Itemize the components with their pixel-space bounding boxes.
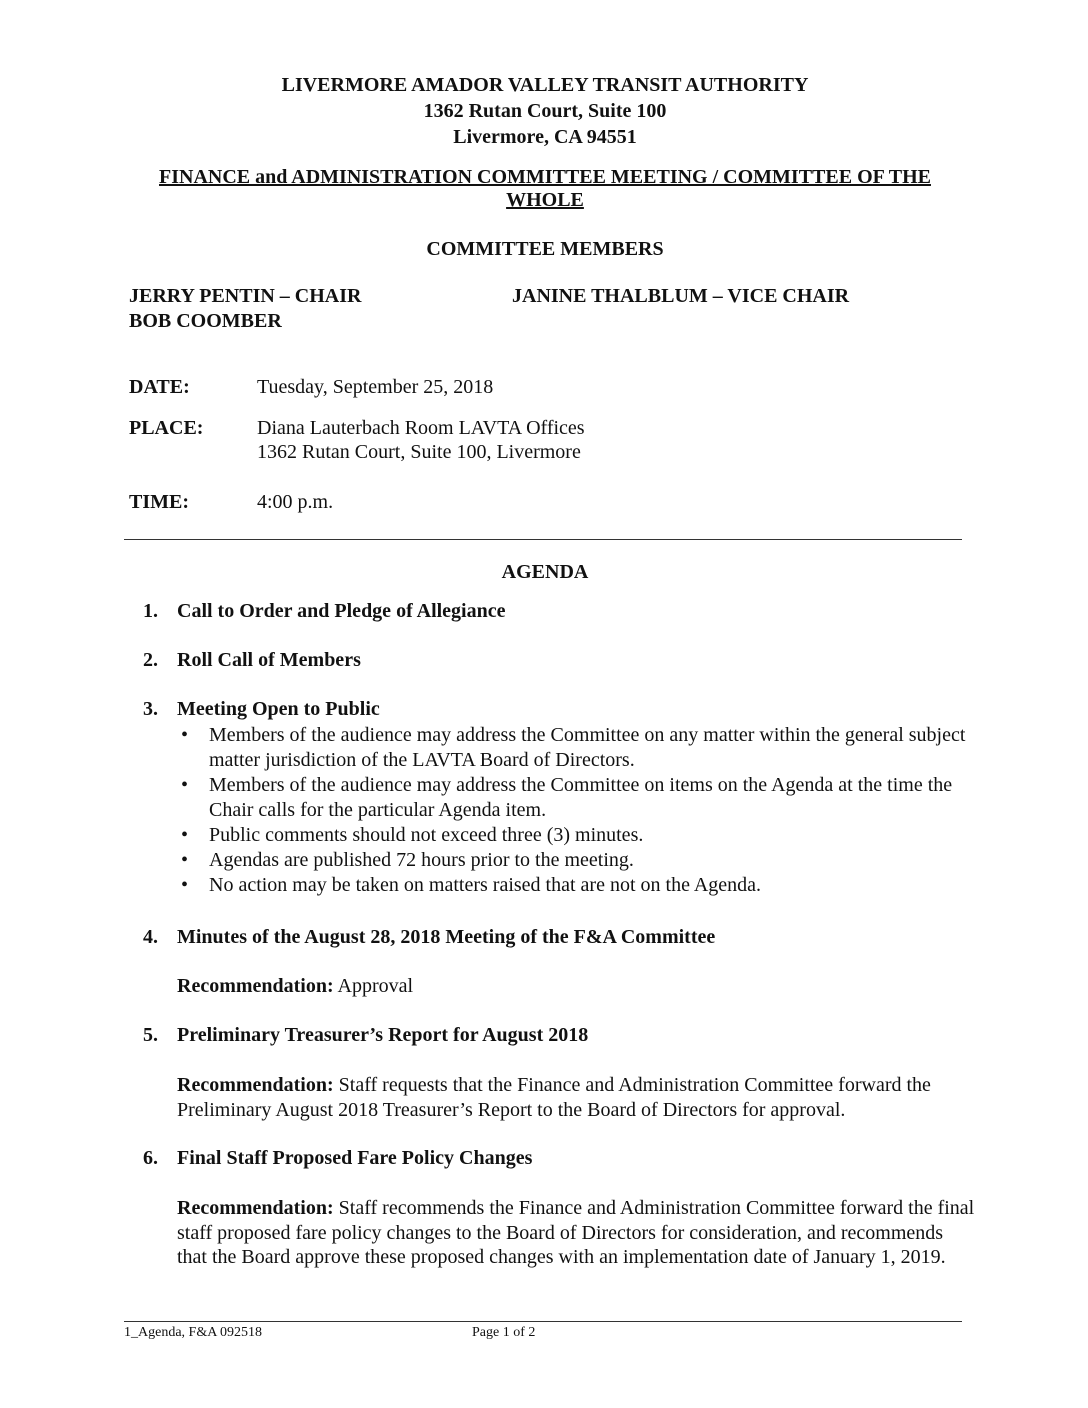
recommendation	[177, 1073, 977, 1122]
agenda-item-number: 6.	[143, 1147, 158, 1169]
agenda-item-title: Roll Call of Members	[177, 649, 361, 671]
recommendation	[177, 1196, 977, 1270]
agenda-item-number: 1.	[143, 600, 158, 622]
time-label: TIME:	[129, 491, 189, 513]
date-value: Tuesday, September 25, 2018	[257, 376, 494, 398]
bullet-icon: •	[181, 774, 189, 796]
time-value: 4:00 p.m.	[257, 491, 334, 513]
bullet-icon: •	[181, 824, 189, 846]
recommendation-label: Recommendation:	[177, 975, 334, 997]
bullet-icon: •	[181, 849, 189, 871]
meeting-title-line1: FINANCE and ADMINISTRATION COMMITTEE MEETING / COMMITTEE OF THE	[159, 166, 931, 188]
agenda-item-number: 3.	[143, 698, 158, 720]
recommendation-text: Approval	[337, 975, 414, 997]
recommendation	[177, 974, 977, 999]
agenda-item-number: 4.	[143, 926, 158, 948]
agenda-heading: AGENDA	[501, 561, 589, 583]
meeting-title-line2: WHOLE	[506, 189, 584, 211]
member-coomber: BOB COOMBER	[129, 310, 282, 332]
agenda-item-number: 2.	[143, 649, 158, 671]
footer-divider	[124, 1321, 962, 1322]
bullet-icon: •	[181, 724, 189, 746]
org-address-line1: 1362 Rutan Court, Suite 100	[423, 100, 667, 122]
agenda-item-number: 5.	[143, 1024, 158, 1046]
list-item: • Agendas are published 72 hours prior to the meeting.	[181, 849, 634, 871]
footer-doc-id: 1_Agenda, F&A 092518	[124, 1325, 263, 1340]
date-label: DATE:	[129, 376, 190, 398]
recommendation-label: Recommendation:	[177, 1197, 334, 1219]
agenda-item-title: Minutes of the August 28, 2018 Meeting of the F&A Committee	[177, 926, 716, 948]
recommendation-text: Staff recommends the Finance and Administration Committee forward the final staff proposed fare policy changes to the Board of Directors for consideration, and recommends that the Board approve these proposed changes with an implementation date of January 1, 2019.	[177, 1197, 975, 1268]
org-address-line2: Livermore, CA 94551	[453, 126, 637, 148]
member-vice-chair: JANINE THALBLUM – VICE CHAIR	[512, 285, 850, 307]
agenda-item-title: Preliminary Treasurer’s Report for August 2018	[177, 1024, 589, 1046]
member-chair: JERRY PENTIN – CHAIR	[129, 285, 362, 307]
footer-page-number: Page 1 of 2	[472, 1325, 536, 1340]
org-name: LIVERMORE AMADOR VALLEY TRANSIT AUTHORITY	[281, 74, 809, 96]
place-label: PLACE:	[129, 417, 204, 439]
list-item: • Public comments should not exceed three (3) minutes.	[181, 824, 644, 846]
list-item: • Members of the audience may address the Committee on any matter within the general subject matter jurisdiction of the LAVTA Board of Directors.	[181, 724, 966, 771]
section-divider	[124, 539, 962, 540]
recommendation-label: Recommendation:	[177, 1074, 334, 1096]
bullet-icon: •	[181, 874, 189, 896]
agenda-item-title: Call to Order and Pledge of Allegiance	[177, 600, 506, 622]
list-item: • No action may be taken on matters raised that are not on the Agenda.	[181, 874, 762, 896]
place-value-line2: 1362 Rutan Court, Suite 100, Livermore	[257, 441, 581, 463]
recommendation-text: Staff requests that the Finance and Administration Committee forward the Preliminary August 2018 Treasurer’s Report to the Board of Directors for approval.	[177, 1074, 931, 1121]
list-item: • Members of the audience may address the Committee on items on the Agenda at the time the Chair calls for the particular Agenda item.	[181, 774, 953, 821]
agenda-item-title: Meeting Open to Public	[177, 698, 380, 720]
place-value-line1: Diana Lauterbach Room LAVTA Offices	[257, 417, 585, 439]
public-comment-bullets	[177, 723, 977, 898]
members-heading: COMMITTEE MEMBERS	[426, 238, 664, 260]
agenda-item-title: Final Staff Proposed Fare Policy Changes	[177, 1147, 533, 1169]
